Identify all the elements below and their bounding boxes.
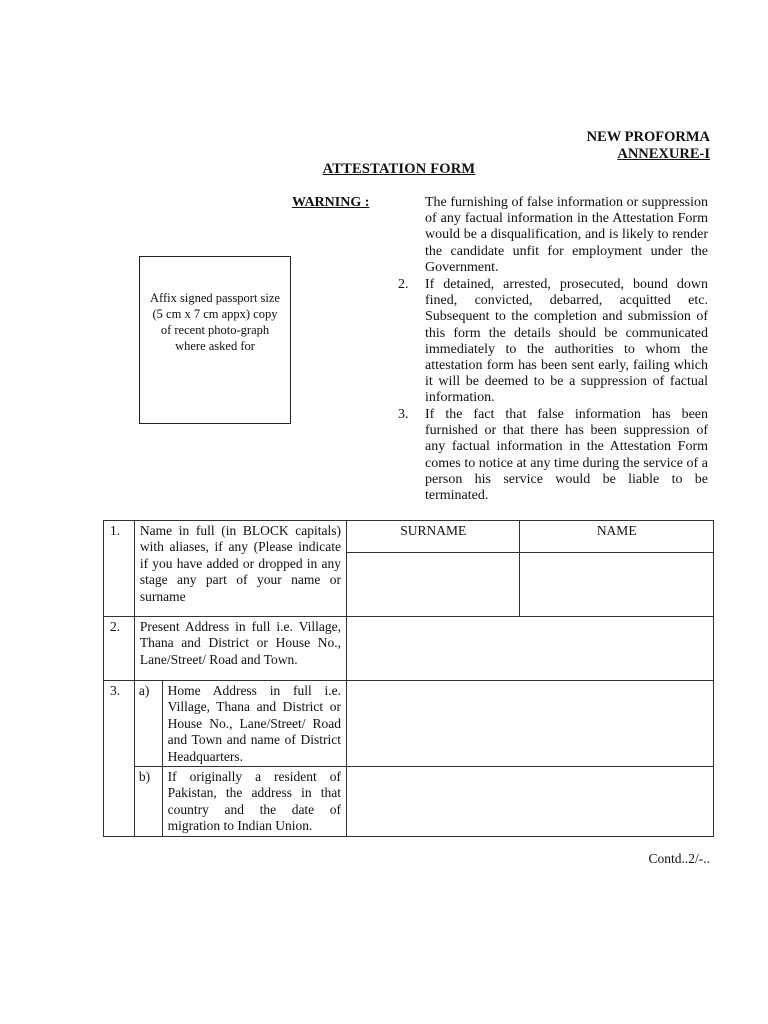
question-name-in-full: Name in full (in BLOCK capitals) with aliases, if any (Please indicate if you have added or dropped in any stage any part of your name or surname (134, 521, 346, 617)
row-number: 1. (104, 521, 135, 617)
question-home-address: Home Address in full i.e. Village, Thana and District or House No., Lane/Street/ Road and Town and name of District Headquarters. (162, 681, 346, 767)
warning-label: WARNING : (292, 195, 370, 210)
present-address-answer-cell[interactable] (347, 617, 714, 681)
proforma-label: NEW PROFORMA (586, 129, 710, 145)
row-number: 3. (104, 681, 135, 837)
attestation-form-table (103, 520, 714, 837)
name-header: NAME (520, 521, 714, 553)
surname-header: SURNAME (347, 521, 520, 553)
warning-item-number: 2. (398, 277, 409, 292)
warning-item-2 (398, 277, 708, 407)
pakistan-address-answer-cell[interactable] (347, 767, 714, 837)
question-pakistan-address: If originally a resident of Pakistan, the address in that country and the date of migration to Indian Union. (162, 767, 346, 837)
name-answer-cell[interactable] (520, 553, 714, 617)
header-block (587, 129, 710, 163)
continued-note: Contd..2/-.. (648, 851, 710, 866)
table-row (104, 681, 714, 767)
sub-item-label: b) (134, 767, 162, 837)
warning-item-3 (398, 407, 708, 504)
warning-item-1 (398, 195, 708, 276)
warning-item-number: 3. (398, 407, 409, 422)
photo-affix-box (139, 256, 291, 424)
warning-item-text: If detained, arrested, prosecuted, bound down fined, convicted, debarred, acquitted etc. Subsequent to the completion and submission of this form the details should be communicated immediately to the authorities to whom the attestation form has been sent early, failing which it will be deemed to be a suppression of factual information. (425, 277, 708, 406)
sub-item-label: a) (134, 681, 162, 767)
page-title: ATTESTATION FORM (322, 161, 476, 177)
row-number: 2. (104, 617, 135, 681)
annexure-label: ANNEXURE-I (617, 146, 710, 162)
home-address-answer-cell[interactable] (347, 681, 714, 767)
surname-answer-cell[interactable] (347, 553, 520, 617)
table-row (104, 767, 714, 837)
warning-item-text: The furnishing of false information or suppression of any factual information in the Attestation Form would be a disqualification, and is likely to render the candidate unfit for employment under the Government. (425, 195, 708, 275)
table-row (104, 617, 714, 681)
warning-item-text: If the fact that false information has been furnished or that there has been suppression of any factual information in the Attestation Form comes to notice at any time during the service of a person his service would be liable to be terminated. (425, 407, 708, 504)
photo-box-instructions: Affix signed passport size (5 cm x 7 cm appx) copy of recent photo-graph where asked for (150, 291, 280, 353)
question-present-address: Present Address in full i.e. Village, Thana and District or House No., Lane/Street/ Road and Town. (134, 617, 346, 681)
table-row (104, 521, 714, 553)
